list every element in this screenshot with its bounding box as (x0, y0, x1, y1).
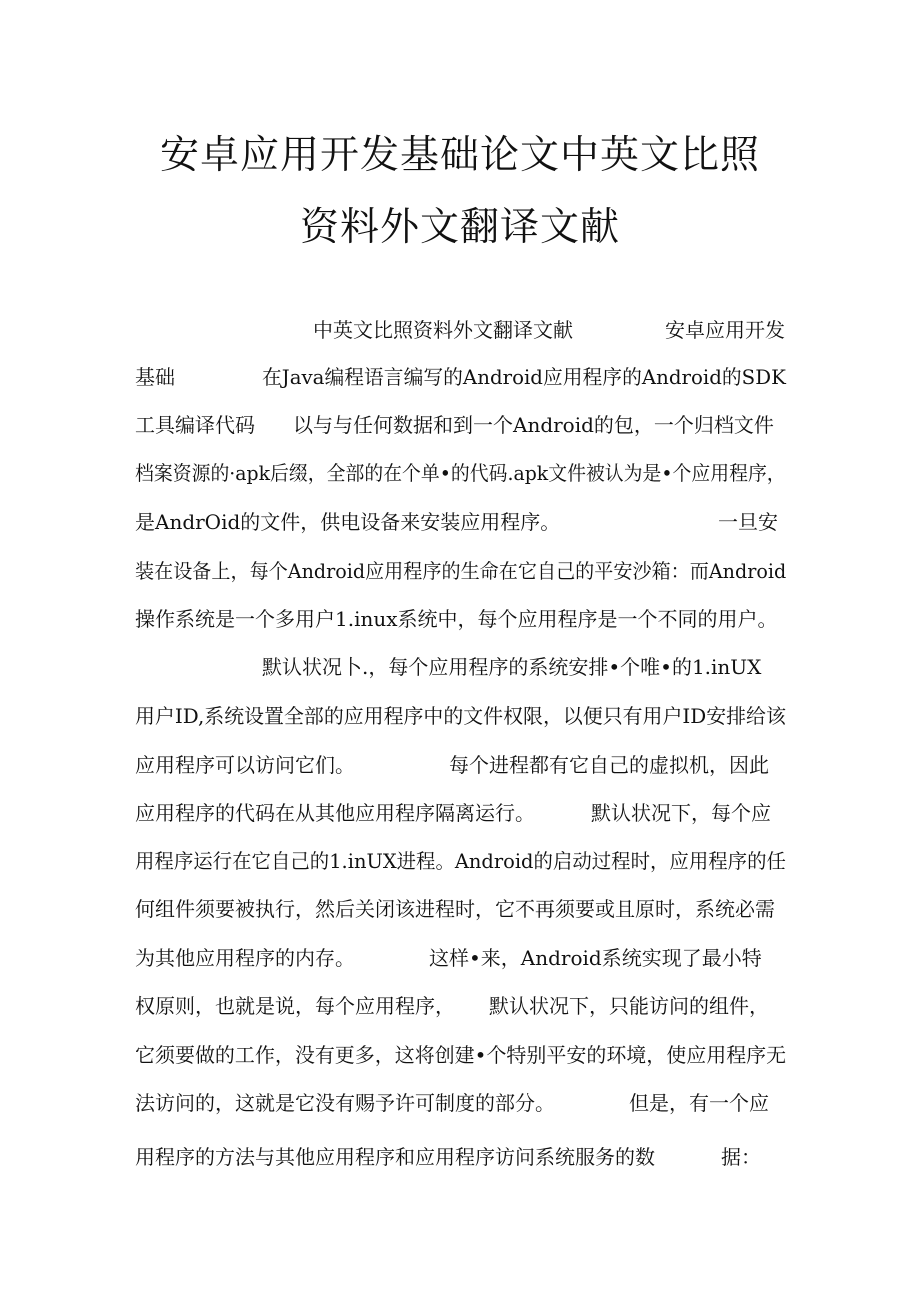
body-text-segment: 工具编译代码 (135, 413, 255, 437)
body-text-segment: 应用程序可以访问它们。 (135, 753, 355, 777)
body-text-segment: 它须要做的工作，没有更多，这将创建•个特别平安的环境，使应用程序无 (135, 1043, 787, 1067)
body-text-segment: 为其他应用程序的内存。 (135, 946, 355, 970)
body-text-segment: 权原则，也就是说，每个应用程序， (135, 994, 455, 1018)
body-text-segment: 档案资源的·apk后缀，全部的在个单•的代码.apk文件被认为是•个应用程序， (135, 461, 786, 485)
body-text-segment: 在Java编程语言编写的Android应用程序的Android的SDK (262, 365, 786, 389)
body-text-segment: 据： (721, 1145, 761, 1169)
document-title-line-1: 安卓应用开发基础论文中英文比照 (159, 133, 760, 178)
body-text-segment: 应用程序的代码在从其他应用程序隔离运行。 (135, 801, 535, 825)
body-text-segment: 每个进程都有它自己的虚拟机，因此 (449, 753, 769, 777)
body-text-segment: 一旦安 (718, 510, 778, 534)
body-text-segment: 默认状况下，只能访问的组件， (489, 994, 769, 1018)
body-text-segment: 何组件须要被执行，然后关闭该进程时，它不再须要或且原时，系统必需 (135, 897, 775, 921)
body-text-segment: 装在设备上，每个Android应用程序的生命在它自己的平安沙箱：而Android (135, 559, 787, 583)
body-text-segment: 默认状况卜.，每个应用程序的系统安排•个唯•的1.inUX (262, 655, 762, 679)
body-text-segment: 操作系统是一个多用户1.inux系统中，每个应用程序是一个不同的用户。 (135, 607, 778, 631)
body-text-segment: 是AndrOid的文件，供电设备来安装应用程序。 (135, 510, 561, 534)
body-text-segment: 用户ID,系统设置全部的应用程序中的文件权限，以便只有用户ID安排给该 (135, 704, 786, 728)
body-text-segment: 法访问的，这就是它没有赐予许可制度的部分。 (135, 1091, 555, 1115)
body-text-segment: 用程序运行在它自己的1.inUX进程。Android的启动过程时，应用程序的任 (135, 849, 786, 873)
body-text-segment: 基础 (135, 365, 175, 389)
body-text-segment: 中英文比照资料外文翻译文献 (313, 318, 573, 342)
body-text-segment: 用程序的方法与其他应用程序和应用程序访问系统服务的数 (135, 1145, 655, 1169)
body-text-segment: 安卓应用开发 (665, 318, 785, 342)
body-text-segment: 以与与任何数据和到一个Android的包，一个归档文件 (293, 413, 774, 437)
body-text-segment: 这样•来，Android系统实现了最小特 (429, 946, 762, 970)
document-title-line-2: 资料外文翻译文献 (299, 205, 620, 250)
body-text-segment: 默认状况下，每个应 (591, 801, 771, 825)
body-text-segment: 但是，有一个应 (629, 1091, 769, 1115)
